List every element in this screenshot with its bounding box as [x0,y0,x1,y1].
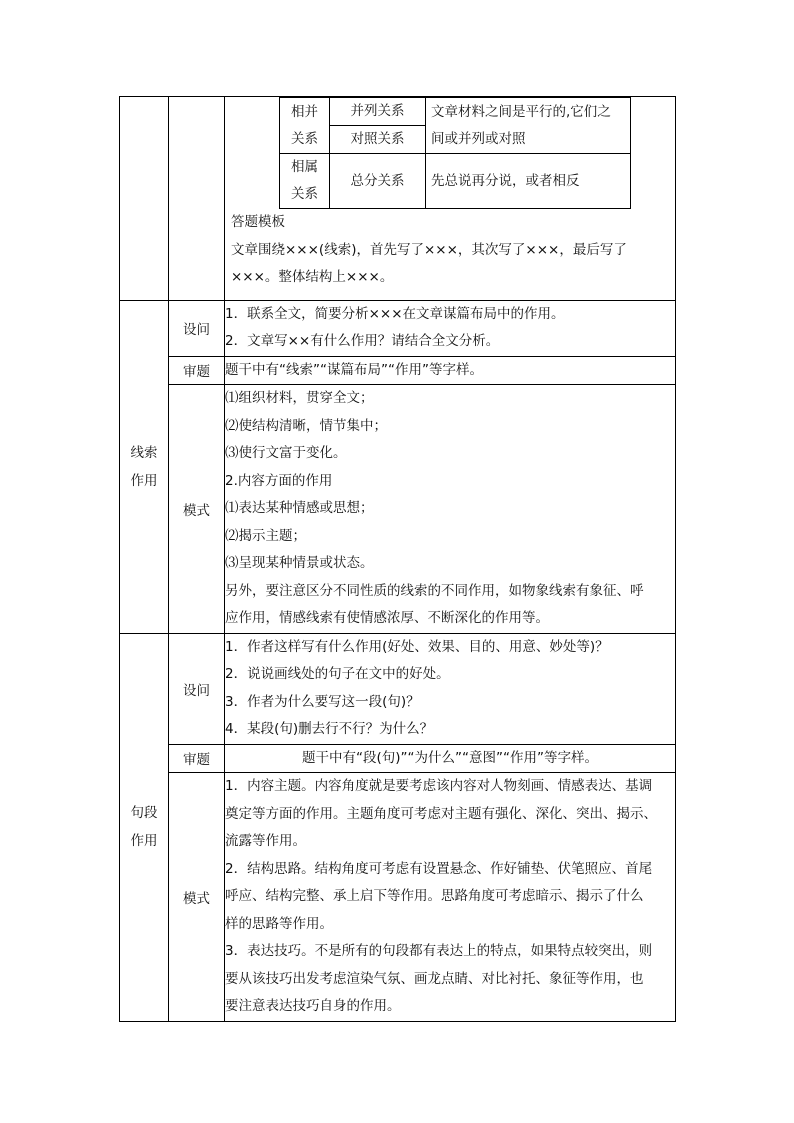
table-row [120,385,676,634]
method-table [119,96,676,1022]
relation-item: 并列关系 [330,98,426,126]
analysis-cell: 题干中有“段(句)”“为什么”“意图”“作用”等字样。 [225,744,676,773]
row-label: 审题 [169,744,225,773]
structure-content-cell [225,97,676,301]
table-row [120,356,676,385]
relation-table [279,97,631,209]
template-title: 答题模板 [231,214,285,230]
relation-row [280,98,631,126]
relation-group-cell: 相并 关系 [280,98,330,154]
template-line: ×××。整体结构上×××。 [231,269,394,285]
table-row [120,300,676,356]
row-label: 审题 [169,356,225,385]
relation-item: 对照关系 [330,126,426,154]
pattern-cell: ⑴组织材料，贯穿全文； ⑵使结构清晰，情节集中； ⑶使行文富于变化。 2.内容方面的作用 ⑴表达某种情感或思想； ⑵揭示主题； ⑶呈现某种情景或状态。 另外，要注意区分不同性质的线索的不同作用，如物象线索有象征、呼 应作用，情感线索有使情感浓厚、不断深化的作用等。 [225,385,676,634]
relation-desc: 先总说再分说，或者相反 [426,154,631,209]
question-cell: 1．作者这样写有什么作用(好处、效果、目的、用意、妙处等)？ 2．说说画线处的句子在文中的好处。 3．作者为什么要写这一段(句)？ 4．某段(句)删去行不行？为什么？ [225,633,676,744]
template-line: 文章围绕×××(线索)，首先写了×××，其次写了×××，最后写了 [231,241,627,258]
relation-desc: 文章材料之间是平行的,它们之 间或并列或对照 [426,98,631,154]
table-row [120,97,676,301]
category-cell: 线索 作用 [120,300,169,633]
row-label: 模式 [169,385,225,634]
table-row [120,633,676,744]
row-label: 设问 [169,633,225,744]
relation-row [280,154,631,209]
table-row [120,744,676,773]
question-cell: 1．联系全文，简要分析×××在文章谋篇布局中的作用。 2．文章写××有什么作用？请结合全文分析。 [225,300,676,356]
analysis-cell: 题干中有“线索”“谋篇布局”“作用”等字样。 [225,356,676,385]
category-cell-empty [120,97,169,301]
relation-group-cell: 相属 关系 [280,154,330,209]
subcategory-cell-empty [169,97,225,301]
category-cell: 句段 作用 [120,633,169,1021]
table-row [120,773,676,1022]
pattern-cell: 1．内容主题。内容角度就是要考虑该内容对人物刻画、情感表达、基调 奠定等方面的作用。主题角度可考虑对主题有强化、深化、突出、揭示、 流露等作用。 2．结构思路。结构角度可考虑有设置悬念、作好铺垫、伏笔照应、首尾 呼应、结构完整、承上启下等作用。思路角度可考虑暗示、揭示了什么 样的思路等作用。 3．表达技巧。不是所有的句段都有表达上的特点，如果特点较突出，则 要从该技巧出发考虑渲染气氛、画龙点睛、对比衬托、象征等作用，也 要注意表达技巧自身的作用。 [225,773,676,1022]
row-label: 模式 [169,773,225,1022]
row-label: 设问 [169,300,225,356]
relation-item: 总分关系 [330,154,426,209]
